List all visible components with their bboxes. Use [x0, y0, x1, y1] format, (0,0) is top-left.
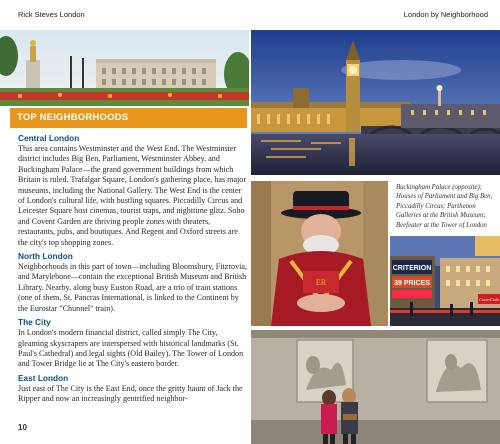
running-header-right: London by Neighborhood: [403, 10, 488, 19]
buckingham-palace-photo: [0, 30, 249, 106]
svg-text:ER: ER: [315, 278, 327, 287]
east-london-text: Just east of The City is the East End, once the gritty haunt of Jack the Ripper and now an increasingly gentrified neighbor-: [18, 383, 243, 404]
section-title-bar: TOP NEIGHBORHOODS: [10, 108, 247, 128]
page-number: 10: [18, 423, 27, 432]
the-city-heading: The City: [18, 317, 51, 328]
beefeater-photo: [251, 181, 388, 326]
parliament-big-ben-photo: [251, 30, 500, 175]
north-london-heading: North London: [18, 251, 73, 262]
price-sign: 39 PRICES: [394, 280, 430, 287]
photo-caption: Buckingham Palace (opposite); Houses of Parliament and Big Ben; Piccadilly Circus; Parthenon Galleries at the British Museum; Beefeater at the Tower of London: [396, 184, 493, 229]
piccadilly-circus-photo: [390, 236, 500, 326]
the-city-text: In London's modern financial district, called simply The City, gleaming skyscrapers are interspersed with historical landmarks (St. Paul's Cathedral) and legal sights (Old Bailey). The Tower of London and Tower Bridge lie at The City's eastern border.: [18, 328, 244, 369]
east-london-heading: East London: [18, 372, 69, 383]
criterion-sign: CRITERION: [392, 265, 432, 272]
running-header-left: Rick Steves London: [18, 10, 85, 19]
central-london-heading: Central London: [18, 133, 80, 143]
coca-cola-sign: Coca-Cola: [479, 297, 499, 302]
central-london-text: This area contains Westminster and the West End. The Westminster district includes Big Ben, Parliament, Westminster Abbey, and Buckingham Palace—the grand government buildings from which Britain is ruled. Trafalgar Square, London's gathering place, has major museums, including the National Gallery. The West End is the center of London's cultural life, with bustling squares. Piccadilly Circus and Leicester Square host cinemas, tourist traps, and nighttime glitz. Soho and Covent Garden are thriving people zones with theaters, restaurants, pubs, and boutiques. And Regent and Oxford streets are the city's top shopping zones.: [18, 144, 247, 247]
neighborhoods-text-column: [18, 133, 248, 408]
north-london-text: Neighborhoods in this part of town—including Bloomsbury, Fitzrovia, and Marylebone—contain the exceptional British Museum and British Library. Nearby, along busy Euston Road, are a trio of train stations (one of them, St. Pancras International, is linked to the Continent by the Eurostar "Chunnel" train).: [18, 262, 248, 313]
parthenon-galleries-photo: [251, 330, 500, 444]
